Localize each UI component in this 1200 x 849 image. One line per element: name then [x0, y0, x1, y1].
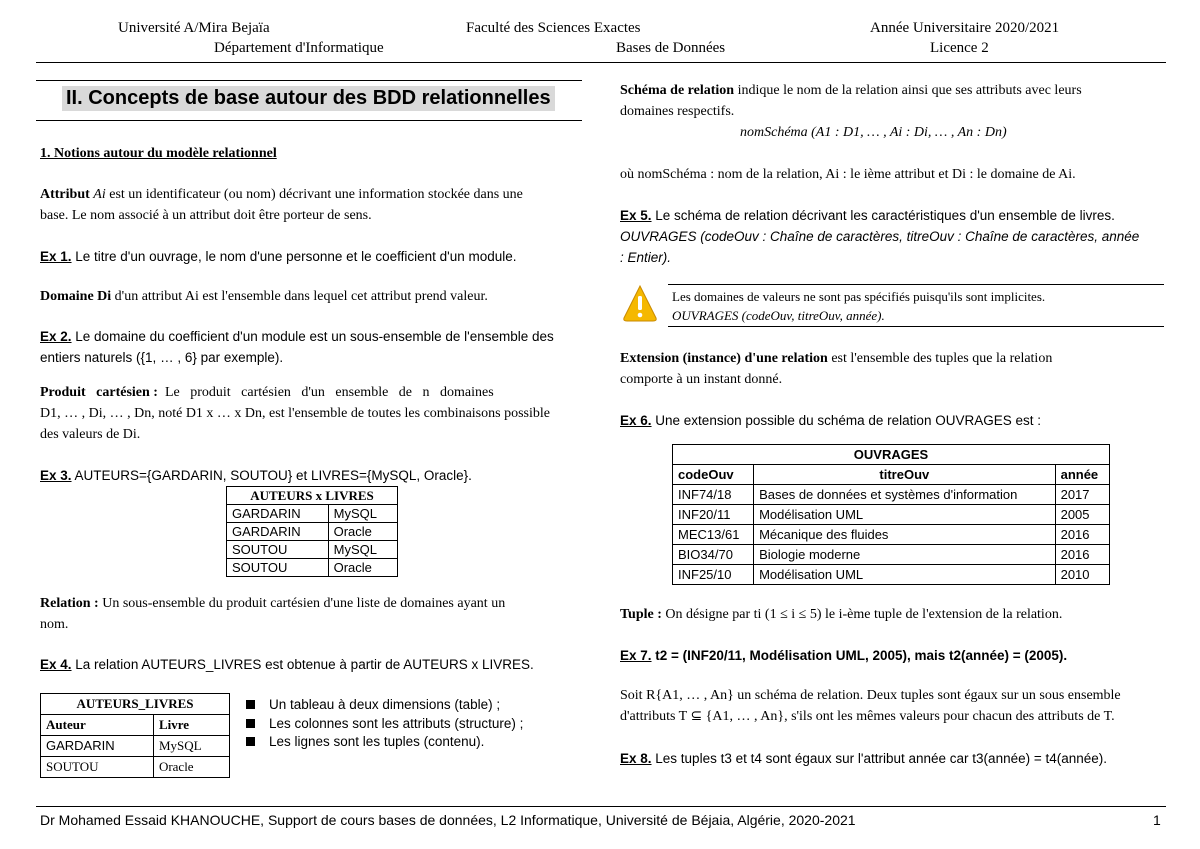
- page-title: II. Concepts de base autour des BDD relationnelles: [62, 86, 555, 111]
- table-row: [41, 757, 230, 778]
- ex2-paragraph: [40, 326, 554, 368]
- ex5-line-1: Le schéma de relation décrivant les caractéristiques d'un ensemble de livres.: [651, 208, 1115, 223]
- ex7-label: Ex 7.: [620, 648, 652, 663]
- ex8-text: Les tuples t3 et t4 sont égaux sur l'attribut année car t3(année) = t4(année).: [651, 751, 1108, 766]
- ex1-label: Ex 1.: [40, 249, 72, 264]
- ex5-paragraph: [620, 205, 1168, 268]
- ex5-line-2: OUVRAGES (codeOuv : Chaîne de caractères, titreOuv : Chaîne de caractères, année: [620, 229, 1140, 244]
- domaine-text: d'un attribut Ai est l'ensemble dans lequel cet attribut prend valeur.: [111, 289, 488, 304]
- table-row: [227, 559, 398, 577]
- header-year: Année Universitaire 2020/2021: [870, 20, 1060, 36]
- header-course: Bases de Données: [616, 40, 726, 56]
- table-row: [673, 505, 1110, 525]
- table-cell: INF74/18: [673, 485, 754, 505]
- header-faculty: Faculté des Sciences Exactes: [466, 20, 641, 36]
- table-row: [673, 485, 1110, 505]
- page-number: 1: [1153, 812, 1161, 828]
- bullet-text: Les colonnes sont les attributs (structure) ;: [269, 715, 524, 731]
- ex3-paragraph: [40, 465, 472, 486]
- table-row: [227, 523, 398, 541]
- table-cell: 2010: [1055, 565, 1109, 585]
- ex6-text: Une extension possible du schéma de relation OUVRAGES est :: [651, 413, 1041, 428]
- table-cell: GARDARIN: [227, 523, 329, 541]
- soit-line-1: Soit R{A1, … , An} un schéma de relation. Deux tuples sont égaux sur un sous ensemble: [620, 688, 1121, 703]
- tuple-term: Tuple :: [620, 607, 662, 622]
- ex3-label: Ex 3.: [40, 468, 72, 483]
- header-level: Licence 2: [930, 40, 989, 56]
- footer-text: Dr Mohamed Essaid KHANOUCHE, Support de cours bases de données, L2 Informatique, Université de Béjaia, Algérie, 2020-2021: [40, 812, 856, 828]
- table-row: [673, 565, 1110, 585]
- table-row: [227, 505, 398, 523]
- warning-icon: [622, 284, 658, 324]
- table-cell: GARDARIN: [41, 736, 154, 757]
- attribut-term: Attribut: [40, 187, 90, 202]
- ex8-paragraph: [620, 748, 1107, 769]
- table-cell: 2016: [1055, 545, 1109, 565]
- table-cell: Oracle: [328, 523, 397, 541]
- schema-paragraph: [620, 80, 1165, 122]
- column-header: codeOuv: [673, 465, 754, 485]
- extension-term: Extension (instance) d'une relation: [620, 351, 828, 366]
- warning-line-2: OUVRAGES (codeOuv, titreOuv, année).: [672, 308, 885, 323]
- relation-paragraph: [40, 593, 585, 635]
- ex4-paragraph: [40, 654, 534, 675]
- ex4-text: La relation AUTEURS_LIVRES est obtenue à partir de AUTEURS x LIVRES.: [71, 657, 534, 672]
- bullet-text: Les lignes sont les tuples (contenu).: [269, 734, 485, 749]
- table-cell: Modélisation UML: [754, 565, 1056, 585]
- relation-line-2: nom.: [40, 617, 69, 632]
- warning-line-1: Les domaines de valeurs ne sont pas spécifiés puisqu'ils sont implicites.: [672, 289, 1046, 304]
- table-cell: Oracle: [328, 559, 397, 577]
- column-header: Auteur: [41, 715, 154, 736]
- list-item: [246, 696, 523, 715]
- produit-line-3: des valeurs de Di.: [40, 427, 141, 442]
- table-row: [227, 541, 398, 559]
- produit-paragraph: [40, 382, 585, 445]
- table-cell: Biologie moderne: [754, 545, 1056, 565]
- square-bullet-icon: [246, 700, 255, 709]
- bullet-text: Un tableau à deux dimensions (table) ;: [269, 697, 501, 712]
- table-row: [673, 545, 1110, 565]
- table-auteurs-livres-caption: AUTEURS_LIVRES: [41, 694, 230, 715]
- ex2-line-1: Le domaine du coefficient d'un module est un sous-ensemble de l'ensemble des: [71, 329, 554, 344]
- produit-line-2: D1, … , Di, … , Dn, noté D1 x … x Dn, est l'ensemble de toutes les combinaisons possible: [40, 406, 550, 421]
- list-item: [246, 715, 523, 734]
- ex5-label: Ex 5.: [620, 208, 652, 223]
- ex7-text: t2 = (INF20/11, Modélisation UML, 2005), mais t2(année) = (2005).: [651, 648, 1068, 663]
- tuple-text: On désigne par ti (1 ≤ i ≤ 5) le i-ème tuple de l'extension de la relation.: [661, 607, 1063, 622]
- table-cell: BIO34/70: [673, 545, 754, 565]
- attribut-text-2: base. Le nom associé à un attribut doit être porteur de sens.: [40, 208, 372, 223]
- table-cell: SOUTOU: [227, 541, 329, 559]
- extension-line-1: est l'ensemble des tuples que la relation: [827, 351, 1053, 366]
- list-item: [246, 733, 523, 752]
- attribut-symbol: Ai: [93, 187, 106, 202]
- soit-line-2: d'attributs T ⊆ {A1, … , An}, s'ils ont les mêmes valeurs pour chacun des attributs de T.: [620, 709, 1115, 724]
- table-cell: SOUTOU: [227, 559, 329, 577]
- section-heading: 1. Notions autour du modèle relationnel: [40, 146, 277, 161]
- schema-term: Schéma de relation: [620, 83, 735, 98]
- table-product-caption: AUTEURS x LIVRES: [227, 487, 398, 505]
- ex1-paragraph: [40, 246, 517, 267]
- domaine-paragraph: [40, 286, 488, 307]
- table-cell: INF25/10: [673, 565, 754, 585]
- table-auteurs-x-livres: [226, 486, 398, 577]
- table-ouvrages-caption: OUVRAGES: [673, 445, 1110, 465]
- table-cell: Bases de données et systèmes d'information: [754, 485, 1056, 505]
- table-cell: INF20/11: [673, 505, 754, 525]
- table-cell: 2005: [1055, 505, 1109, 525]
- column-header: titreOuv: [754, 465, 1056, 485]
- domaine-term: Domaine Di: [40, 289, 112, 304]
- soit-paragraph: [620, 685, 1168, 727]
- table-cell: SOUTOU: [41, 757, 154, 778]
- produit-line-1: Le produit cartésien d'un ensemble de n domaines: [157, 385, 494, 400]
- table-cell: MySQL: [153, 736, 229, 757]
- ou-paragraph: où nomSchéma : nom de la relation, Ai : le ième attribut et Di : le domaine de Ai.: [620, 167, 1076, 182]
- ex1-text: Le titre d'un ouvrage, le nom d'une personne et le coefficient d'un module.: [71, 249, 517, 264]
- table-row: [41, 736, 230, 757]
- table-cell: 2016: [1055, 525, 1109, 545]
- table-cell: Modélisation UML: [754, 505, 1056, 525]
- relation-term: Relation :: [40, 596, 99, 611]
- table-ouvrages: [672, 444, 1110, 585]
- square-bullet-icon: [246, 737, 255, 746]
- header-department: Département d'Informatique: [214, 40, 384, 56]
- table-cell: GARDARIN: [227, 505, 329, 523]
- ex4-label: Ex 4.: [40, 657, 72, 672]
- extension-line-2: comporte à un instant donné.: [620, 372, 783, 387]
- schema-formula: nomSchéma (A1 : D1, … , Ai : Di, … , An : Dn): [740, 125, 1007, 140]
- header-university: Université A/Mira Bejaïa: [118, 20, 270, 36]
- header-divider: [36, 62, 1166, 63]
- table-cell: MySQL: [328, 505, 397, 523]
- tuple-paragraph: [620, 604, 1062, 625]
- produit-term: Produit cartésien :: [40, 385, 158, 400]
- ex6-paragraph: [620, 410, 1041, 431]
- column-header: Livre: [153, 715, 229, 736]
- ex3-text: AUTEURS={GARDARIN, SOUTOU} et LIVRES={MySQL, Oracle}.: [71, 468, 472, 483]
- title-top-rule: [36, 80, 582, 81]
- table-cell: 2017: [1055, 485, 1109, 505]
- warning-top-rule: [668, 284, 1164, 285]
- attribut-paragraph: [40, 184, 585, 226]
- ex5-line-3: : Entier).: [620, 250, 672, 265]
- square-bullet-icon: [246, 719, 255, 728]
- schema-line-2: domaines respectifs.: [620, 104, 735, 119]
- title-bottom-rule: [36, 120, 582, 121]
- ex8-label: Ex 8.: [620, 751, 652, 766]
- schema-line-1: indique le nom de la relation ainsi que ses attributs avec leurs: [734, 83, 1082, 98]
- warning-bottom-rule: [668, 326, 1164, 327]
- extension-paragraph: [620, 348, 1165, 390]
- warning-note: [672, 287, 1045, 325]
- table-row: [673, 525, 1110, 545]
- table-cell: Oracle: [153, 757, 229, 778]
- relation-line-1: Un sous-ensemble du produit cartésien d'une liste de domaines ayant un: [98, 596, 506, 611]
- relation-bullets: [246, 696, 523, 752]
- column-header: année: [1055, 465, 1109, 485]
- footer-divider: [36, 806, 1166, 807]
- ex7-paragraph: [620, 645, 1067, 666]
- attribut-text-1: est un identificateur (ou nom) décrivant une information stockée dans une: [105, 187, 523, 202]
- table-cell: Mécanique des fluides: [754, 525, 1056, 545]
- table-auteurs-livres: [40, 693, 230, 778]
- table-cell: MySQL: [328, 541, 397, 559]
- ex6-label: Ex 6.: [620, 413, 652, 428]
- ex2-label: Ex 2.: [40, 329, 72, 344]
- table-cell: MEC13/61: [673, 525, 754, 545]
- ex2-line-2: entiers naturels ({1, … , 6} par exemple).: [40, 350, 284, 365]
